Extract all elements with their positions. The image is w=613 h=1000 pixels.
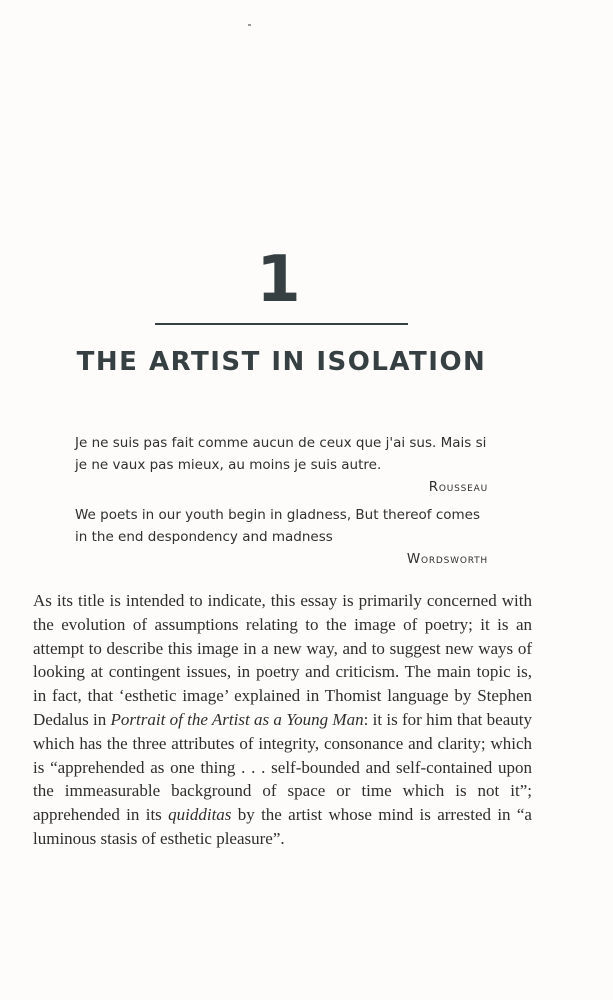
latin-term: quidditas [168, 805, 232, 825]
epigraph-text: Je ne suis pas fait comme aucun de ceux que j'ai sus. Mais si je ne vaux pas mieux, au moins je suis autre. [75, 435, 487, 473]
epigraph-wordsworth [75, 504, 488, 570]
page-mark [248, 24, 251, 26]
epigraph-rousseau [75, 432, 488, 498]
body-text-part: : it is for him that beauty which has the three attributes of integrity, consonance and clarity; which is “apprehended as one thing . . . self-bounded and self-contained upon the immeasurable background of space or time which is not it”; apprehended in its [33, 709, 532, 825]
chapter-number: 1 [256, 243, 301, 317]
book-title: Portrait of the Artist as a Young Man [110, 709, 364, 729]
epigraph-source: Wordsworth [406, 551, 488, 567]
body-text-part: As its title is intended to indicate, this essay is primarily concerned with the evolution of assumptions relating to the image of poetry; it is an attempt to describe this image in a new way, and to suggest new ways of looking at contingent issues, in poetry and criticism. The main topic is, in fact, that ‘esthetic image’ explained in Thomist language by Stephen Dedalus in [33, 591, 532, 729]
epigraphs [75, 432, 488, 570]
epigraph-text: We poets in our youth begin in gladness, But thereof comes in the end despondency and madness [75, 507, 481, 545]
body-paragraph [33, 589, 532, 851]
epigraph-source: Rousseau [428, 479, 488, 495]
chapter-rule [155, 323, 408, 325]
chapter-title: THE ARTIST IN ISOLATION [76, 347, 487, 377]
body-text-part: by the artist whose mind is arrested in “a luminous stasis of esthetic pleasure”. [33, 805, 532, 848]
